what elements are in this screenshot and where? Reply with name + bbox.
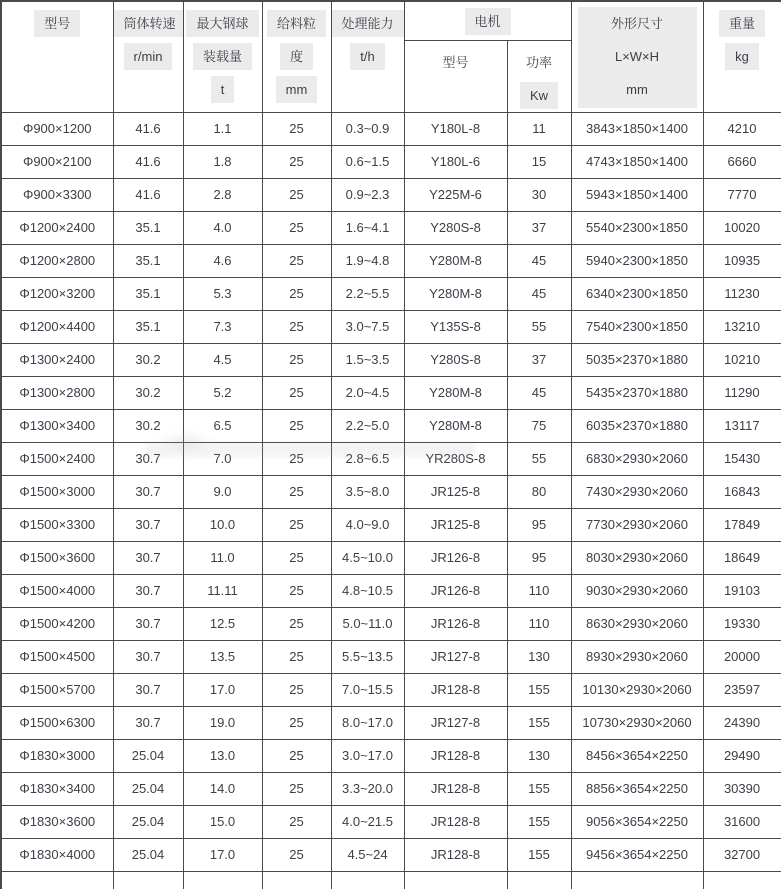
cell-motor_model: JR125-8 xyxy=(404,508,507,541)
cell-ball_load: 17.0 xyxy=(183,673,262,706)
table-row xyxy=(1,475,781,508)
header-motor-group: 电机 xyxy=(404,1,571,40)
cell-speed: 35.1 xyxy=(113,310,183,343)
cell-motor_power: 45 xyxy=(507,277,571,310)
cell-empty xyxy=(507,871,571,889)
cell-model: Φ1200×2800 xyxy=(1,244,113,277)
table-row xyxy=(1,112,781,145)
cell-motor_power: 155 xyxy=(507,838,571,871)
cell-dimensions: 3843×1850×1400 xyxy=(571,112,703,145)
cell-motor_power: 110 xyxy=(507,607,571,640)
table-row xyxy=(1,607,781,640)
cell-motor_model: JR126-8 xyxy=(404,607,507,640)
cell-dimensions: 9456×3654×2250 xyxy=(571,838,703,871)
cell-empty xyxy=(183,871,262,889)
cell-dimensions: 8856×3654×2250 xyxy=(571,772,703,805)
cell-motor_power: 155 xyxy=(507,805,571,838)
cell-feed_size: 25 xyxy=(262,211,331,244)
cell-model: Φ1300×2800 xyxy=(1,376,113,409)
cell-dimensions: 4743×1850×1400 xyxy=(571,145,703,178)
cell-weight: 18649 xyxy=(703,541,781,574)
table-row xyxy=(1,706,781,739)
cell-ball_load: 6.5 xyxy=(183,409,262,442)
cell-feed_size: 25 xyxy=(262,343,331,376)
cell-feed_size: 25 xyxy=(262,310,331,343)
cell-empty xyxy=(404,871,507,889)
cell-capacity: 3.0~7.5 xyxy=(331,310,404,343)
cell-weight: 7770 xyxy=(703,178,781,211)
cell-capacity: 3.3~20.0 xyxy=(331,772,404,805)
cell-feed_size: 25 xyxy=(262,508,331,541)
cell-motor_model: Y280M-8 xyxy=(404,277,507,310)
table-row xyxy=(1,343,781,376)
cell-model: Φ1830×3000 xyxy=(1,739,113,772)
cell-feed_size: 25 xyxy=(262,112,331,145)
cell-weight: 10935 xyxy=(703,244,781,277)
table-row xyxy=(1,772,781,805)
cell-motor_power: 45 xyxy=(507,376,571,409)
cell-ball_load: 1.1 xyxy=(183,112,262,145)
cell-feed_size: 25 xyxy=(262,145,331,178)
cell-dimensions: 7730×2930×2060 xyxy=(571,508,703,541)
cell-weight: 30390 xyxy=(703,772,781,805)
table-row xyxy=(1,508,781,541)
cell-model: Φ1830×3400 xyxy=(1,772,113,805)
cell-speed: 25.04 xyxy=(113,772,183,805)
cell-dimensions: 5943×1850×1400 xyxy=(571,178,703,211)
cell-model: Φ1500×3000 xyxy=(1,475,113,508)
cell-feed_size: 25 xyxy=(262,376,331,409)
cell-feed_size: 25 xyxy=(262,541,331,574)
cell-ball_load: 9.0 xyxy=(183,475,262,508)
cell-model: Φ900×2100 xyxy=(1,145,113,178)
cell-model: Φ1200×2400 xyxy=(1,211,113,244)
cell-model: Φ900×3300 xyxy=(1,178,113,211)
cell-empty xyxy=(331,871,404,889)
table-row xyxy=(1,277,781,310)
cell-speed: 41.6 xyxy=(113,178,183,211)
cell-weight: 32700 xyxy=(703,838,781,871)
cell-dimensions: 5540×2300×1850 xyxy=(571,211,703,244)
cell-motor_power: 110 xyxy=(507,574,571,607)
cell-capacity: 5.5~13.5 xyxy=(331,640,404,673)
cell-motor_power: 75 xyxy=(507,409,571,442)
cell-model: Φ1300×2400 xyxy=(1,343,113,376)
cell-feed_size: 25 xyxy=(262,409,331,442)
cell-dimensions: 5940×2300×1850 xyxy=(571,244,703,277)
cell-capacity: 4.0~21.5 xyxy=(331,805,404,838)
cell-capacity: 0.6~1.5 xyxy=(331,145,404,178)
header-speed: 筒体转速 r/min xyxy=(113,1,183,112)
cell-weight: 10210 xyxy=(703,343,781,376)
cell-motor_power: 130 xyxy=(507,640,571,673)
cell-model: Φ1500×4000 xyxy=(1,574,113,607)
cell-model: Φ1500×3300 xyxy=(1,508,113,541)
table-header xyxy=(1,1,781,112)
cell-motor_model: JR127-8 xyxy=(404,640,507,673)
cell-speed: 30.2 xyxy=(113,409,183,442)
cell-ball_load: 11.0 xyxy=(183,541,262,574)
cell-motor_model: Y280S-8 xyxy=(404,211,507,244)
cell-ball_load: 12.5 xyxy=(183,607,262,640)
cell-feed_size: 25 xyxy=(262,739,331,772)
cell-weight: 4210 xyxy=(703,112,781,145)
cell-feed_size: 25 xyxy=(262,574,331,607)
cell-model: Φ1200×4400 xyxy=(1,310,113,343)
cell-motor_model: JR128-8 xyxy=(404,739,507,772)
cell-motor_power: 11 xyxy=(507,112,571,145)
table-row xyxy=(1,805,781,838)
cell-speed: 30.2 xyxy=(113,343,183,376)
cell-model: Φ1500×4500 xyxy=(1,640,113,673)
cell-motor_model: JR125-8 xyxy=(404,475,507,508)
cell-motor_power: 55 xyxy=(507,442,571,475)
cell-ball_load: 15.0 xyxy=(183,805,262,838)
cell-speed: 41.6 xyxy=(113,145,183,178)
cell-empty xyxy=(1,871,113,889)
dimensions-highlight-block: 外形尺寸 L×W×H mm xyxy=(578,7,697,108)
cell-dimensions: 8930×2930×2060 xyxy=(571,640,703,673)
table-row xyxy=(1,244,781,277)
cell-capacity: 3.0~17.0 xyxy=(331,739,404,772)
header-model xyxy=(1,1,113,112)
cell-capacity: 1.9~4.8 xyxy=(331,244,404,277)
cell-motor_power: 130 xyxy=(507,739,571,772)
cell-empty xyxy=(262,871,331,889)
cell-feed_size: 25 xyxy=(262,442,331,475)
cell-motor_model: JR128-8 xyxy=(404,673,507,706)
cell-feed_size: 25 xyxy=(262,244,331,277)
cell-weight: 6660 xyxy=(703,145,781,178)
cell-dimensions: 8456×3654×2250 xyxy=(571,739,703,772)
cell-capacity: 7.0~15.5 xyxy=(331,673,404,706)
cell-ball_load: 13.0 xyxy=(183,739,262,772)
cell-dimensions: 9056×3654×2250 xyxy=(571,805,703,838)
cell-feed_size: 25 xyxy=(262,475,331,508)
cell-speed: 30.7 xyxy=(113,541,183,574)
cell-model: Φ1830×3600 xyxy=(1,805,113,838)
cell-capacity: 4.5~10.0 xyxy=(331,541,404,574)
cell-weight: 10020 xyxy=(703,211,781,244)
cell-capacity: 4.0~9.0 xyxy=(331,508,404,541)
cell-feed_size: 25 xyxy=(262,178,331,211)
cell-capacity: 2.2~5.5 xyxy=(331,277,404,310)
cell-model: Φ1500×6300 xyxy=(1,706,113,739)
cell-dimensions: 10130×2930×2060 xyxy=(571,673,703,706)
cell-ball_load: 19.0 xyxy=(183,706,262,739)
cell-feed_size: 25 xyxy=(262,838,331,871)
cell-speed: 25.04 xyxy=(113,838,183,871)
cell-speed: 30.7 xyxy=(113,442,183,475)
cell-motor_model: Y280S-8 xyxy=(404,343,507,376)
cell-capacity: 4.8~10.5 xyxy=(331,574,404,607)
cell-motor_model: Y135S-8 xyxy=(404,310,507,343)
table-row xyxy=(1,409,781,442)
cell-speed: 30.7 xyxy=(113,475,183,508)
cell-motor_model: JR126-8 xyxy=(404,541,507,574)
cell-weight: 11230 xyxy=(703,277,781,310)
cell-feed_size: 25 xyxy=(262,607,331,640)
cell-motor_power: 155 xyxy=(507,772,571,805)
cell-ball_load: 2.8 xyxy=(183,178,262,211)
cell-ball_load: 10.0 xyxy=(183,508,262,541)
cell-weight: 13210 xyxy=(703,310,781,343)
cell-capacity: 2.0~4.5 xyxy=(331,376,404,409)
table-row xyxy=(1,178,781,211)
cell-weight: 16843 xyxy=(703,475,781,508)
cell-capacity: 2.8~6.5 xyxy=(331,442,404,475)
cell-dimensions: 8630×2930×2060 xyxy=(571,607,703,640)
table-row xyxy=(1,574,781,607)
cell-ball_load: 7.0 xyxy=(183,442,262,475)
cell-weight: 13117 xyxy=(703,409,781,442)
cell-dimensions: 10730×2930×2060 xyxy=(571,706,703,739)
cell-model: Φ1500×4200 xyxy=(1,607,113,640)
cell-motor_power: 155 xyxy=(507,706,571,739)
cell-model: Φ900×1200 xyxy=(1,112,113,145)
cell-feed_size: 25 xyxy=(262,772,331,805)
cell-motor_model: Y280M-8 xyxy=(404,409,507,442)
cell-ball_load: 14.0 xyxy=(183,772,262,805)
cell-motor_power: 95 xyxy=(507,541,571,574)
table-row xyxy=(1,376,781,409)
cell-weight: 11290 xyxy=(703,376,781,409)
table-row xyxy=(1,541,781,574)
table-row xyxy=(1,640,781,673)
cell-motor_power: 155 xyxy=(507,673,571,706)
cell-dimensions: 6340×2300×1850 xyxy=(571,277,703,310)
table-row xyxy=(1,673,781,706)
cell-weight: 17849 xyxy=(703,508,781,541)
cell-weight: 23597 xyxy=(703,673,781,706)
table-row xyxy=(1,211,781,244)
cell-ball_load: 13.5 xyxy=(183,640,262,673)
cell-dimensions: 7430×2930×2060 xyxy=(571,475,703,508)
cell-capacity: 1.6~4.1 xyxy=(331,211,404,244)
cell-dimensions: 6035×2370×1880 xyxy=(571,409,703,442)
cell-capacity: 5.0~11.0 xyxy=(331,607,404,640)
cell-speed: 41.6 xyxy=(113,112,183,145)
cell-weight: 19103 xyxy=(703,574,781,607)
cell-dimensions: 7540×2300×1850 xyxy=(571,310,703,343)
header-motor-power: 功率 Kw xyxy=(507,40,571,112)
cell-weight: 31600 xyxy=(703,805,781,838)
cell-dimensions: 9030×2930×2060 xyxy=(571,574,703,607)
cell-empty xyxy=(703,871,781,889)
cell-feed_size: 25 xyxy=(262,640,331,673)
cell-speed: 25.04 xyxy=(113,739,183,772)
cell-motor_model: JR128-8 xyxy=(404,772,507,805)
cell-dimensions: 6830×2930×2060 xyxy=(571,442,703,475)
cell-speed: 30.7 xyxy=(113,607,183,640)
cell-motor_model: Y180L-6 xyxy=(404,145,507,178)
header-motor-model: 型号 xyxy=(404,40,507,112)
cell-motor_power: 80 xyxy=(507,475,571,508)
cell-feed_size: 25 xyxy=(262,706,331,739)
cell-motor_model: JR126-8 xyxy=(404,574,507,607)
header-weight: 重量 kg xyxy=(703,1,781,112)
cell-capacity: 2.2~5.0 xyxy=(331,409,404,442)
table-row-partial xyxy=(1,871,781,889)
cell-motor_model: Y225M-6 xyxy=(404,178,507,211)
cell-ball_load: 5.2 xyxy=(183,376,262,409)
cell-weight: 29490 xyxy=(703,739,781,772)
cell-ball_load: 4.5 xyxy=(183,343,262,376)
cell-motor_power: 37 xyxy=(507,343,571,376)
table-row xyxy=(1,145,781,178)
cell-ball_load: 4.6 xyxy=(183,244,262,277)
cell-speed: 30.7 xyxy=(113,508,183,541)
cell-motor_model: JR128-8 xyxy=(404,838,507,871)
cell-empty xyxy=(571,871,703,889)
cell-capacity: 4.5~24 xyxy=(331,838,404,871)
cell-empty xyxy=(113,871,183,889)
cell-motor_power: 15 xyxy=(507,145,571,178)
cell-speed: 30.7 xyxy=(113,574,183,607)
cell-ball_load: 5.3 xyxy=(183,277,262,310)
cell-capacity: 3.5~8.0 xyxy=(331,475,404,508)
cell-feed_size: 25 xyxy=(262,805,331,838)
header-ball-load: 最大钢球 装载量 t xyxy=(183,1,262,112)
cell-ball_load: 17.0 xyxy=(183,838,262,871)
cell-model: Φ1200×3200 xyxy=(1,277,113,310)
cell-speed: 25.04 xyxy=(113,805,183,838)
cell-motor_power: 30 xyxy=(507,178,571,211)
table-row xyxy=(1,442,781,475)
cell-ball_load: 7.3 xyxy=(183,310,262,343)
cell-weight: 20000 xyxy=(703,640,781,673)
table-row xyxy=(1,310,781,343)
header-model-label: 型号 xyxy=(34,10,80,37)
cell-dimensions: 5435×2370×1880 xyxy=(571,376,703,409)
cell-model: Φ1500×5700 xyxy=(1,673,113,706)
table-row xyxy=(1,739,781,772)
cell-motor_model: YR280S-8 xyxy=(404,442,507,475)
header-feed-size: 给料粒 度 mm xyxy=(262,1,331,112)
cell-motor_model: Y280M-8 xyxy=(404,244,507,277)
cell-speed: 30.7 xyxy=(113,673,183,706)
cell-weight: 15430 xyxy=(703,442,781,475)
cell-capacity: 0.9~2.3 xyxy=(331,178,404,211)
cell-speed: 35.1 xyxy=(113,277,183,310)
cell-feed_size: 25 xyxy=(262,673,331,706)
table-row xyxy=(1,838,781,871)
cell-motor_power: 37 xyxy=(507,211,571,244)
cell-ball_load: 4.0 xyxy=(183,211,262,244)
cell-dimensions: 8030×2930×2060 xyxy=(571,541,703,574)
cell-motor_power: 55 xyxy=(507,310,571,343)
cell-weight: 19330 xyxy=(703,607,781,640)
cell-motor_power: 45 xyxy=(507,244,571,277)
cell-model: Φ1500×2400 xyxy=(1,442,113,475)
cell-speed: 30.7 xyxy=(113,640,183,673)
cell-motor_model: Y180L-8 xyxy=(404,112,507,145)
cell-dimensions: 5035×2370×1880 xyxy=(571,343,703,376)
cell-motor_model: JR128-8 xyxy=(404,805,507,838)
cell-feed_size: 25 xyxy=(262,277,331,310)
cell-motor_model: Y280M-8 xyxy=(404,376,507,409)
cell-motor_power: 95 xyxy=(507,508,571,541)
cell-motor_model: JR127-8 xyxy=(404,706,507,739)
header-capacity: 处理能力 t/h xyxy=(331,1,404,112)
cell-model: Φ1500×3600 xyxy=(1,541,113,574)
cell-ball_load: 1.8 xyxy=(183,145,262,178)
cell-speed: 35.1 xyxy=(113,244,183,277)
cell-capacity: 0.3~0.9 xyxy=(331,112,404,145)
cell-model: Φ1830×4000 xyxy=(1,838,113,871)
cell-weight: 24390 xyxy=(703,706,781,739)
cell-capacity: 1.5~3.5 xyxy=(331,343,404,376)
cell-capacity: 8.0~17.0 xyxy=(331,706,404,739)
cell-speed: 30.7 xyxy=(113,706,183,739)
header-dimensions xyxy=(571,1,703,112)
cell-ball_load: 11.11 xyxy=(183,574,262,607)
cell-speed: 30.2 xyxy=(113,376,183,409)
table-body xyxy=(1,112,781,889)
cell-speed: 35.1 xyxy=(113,211,183,244)
cell-model: Φ1300×3400 xyxy=(1,409,113,442)
